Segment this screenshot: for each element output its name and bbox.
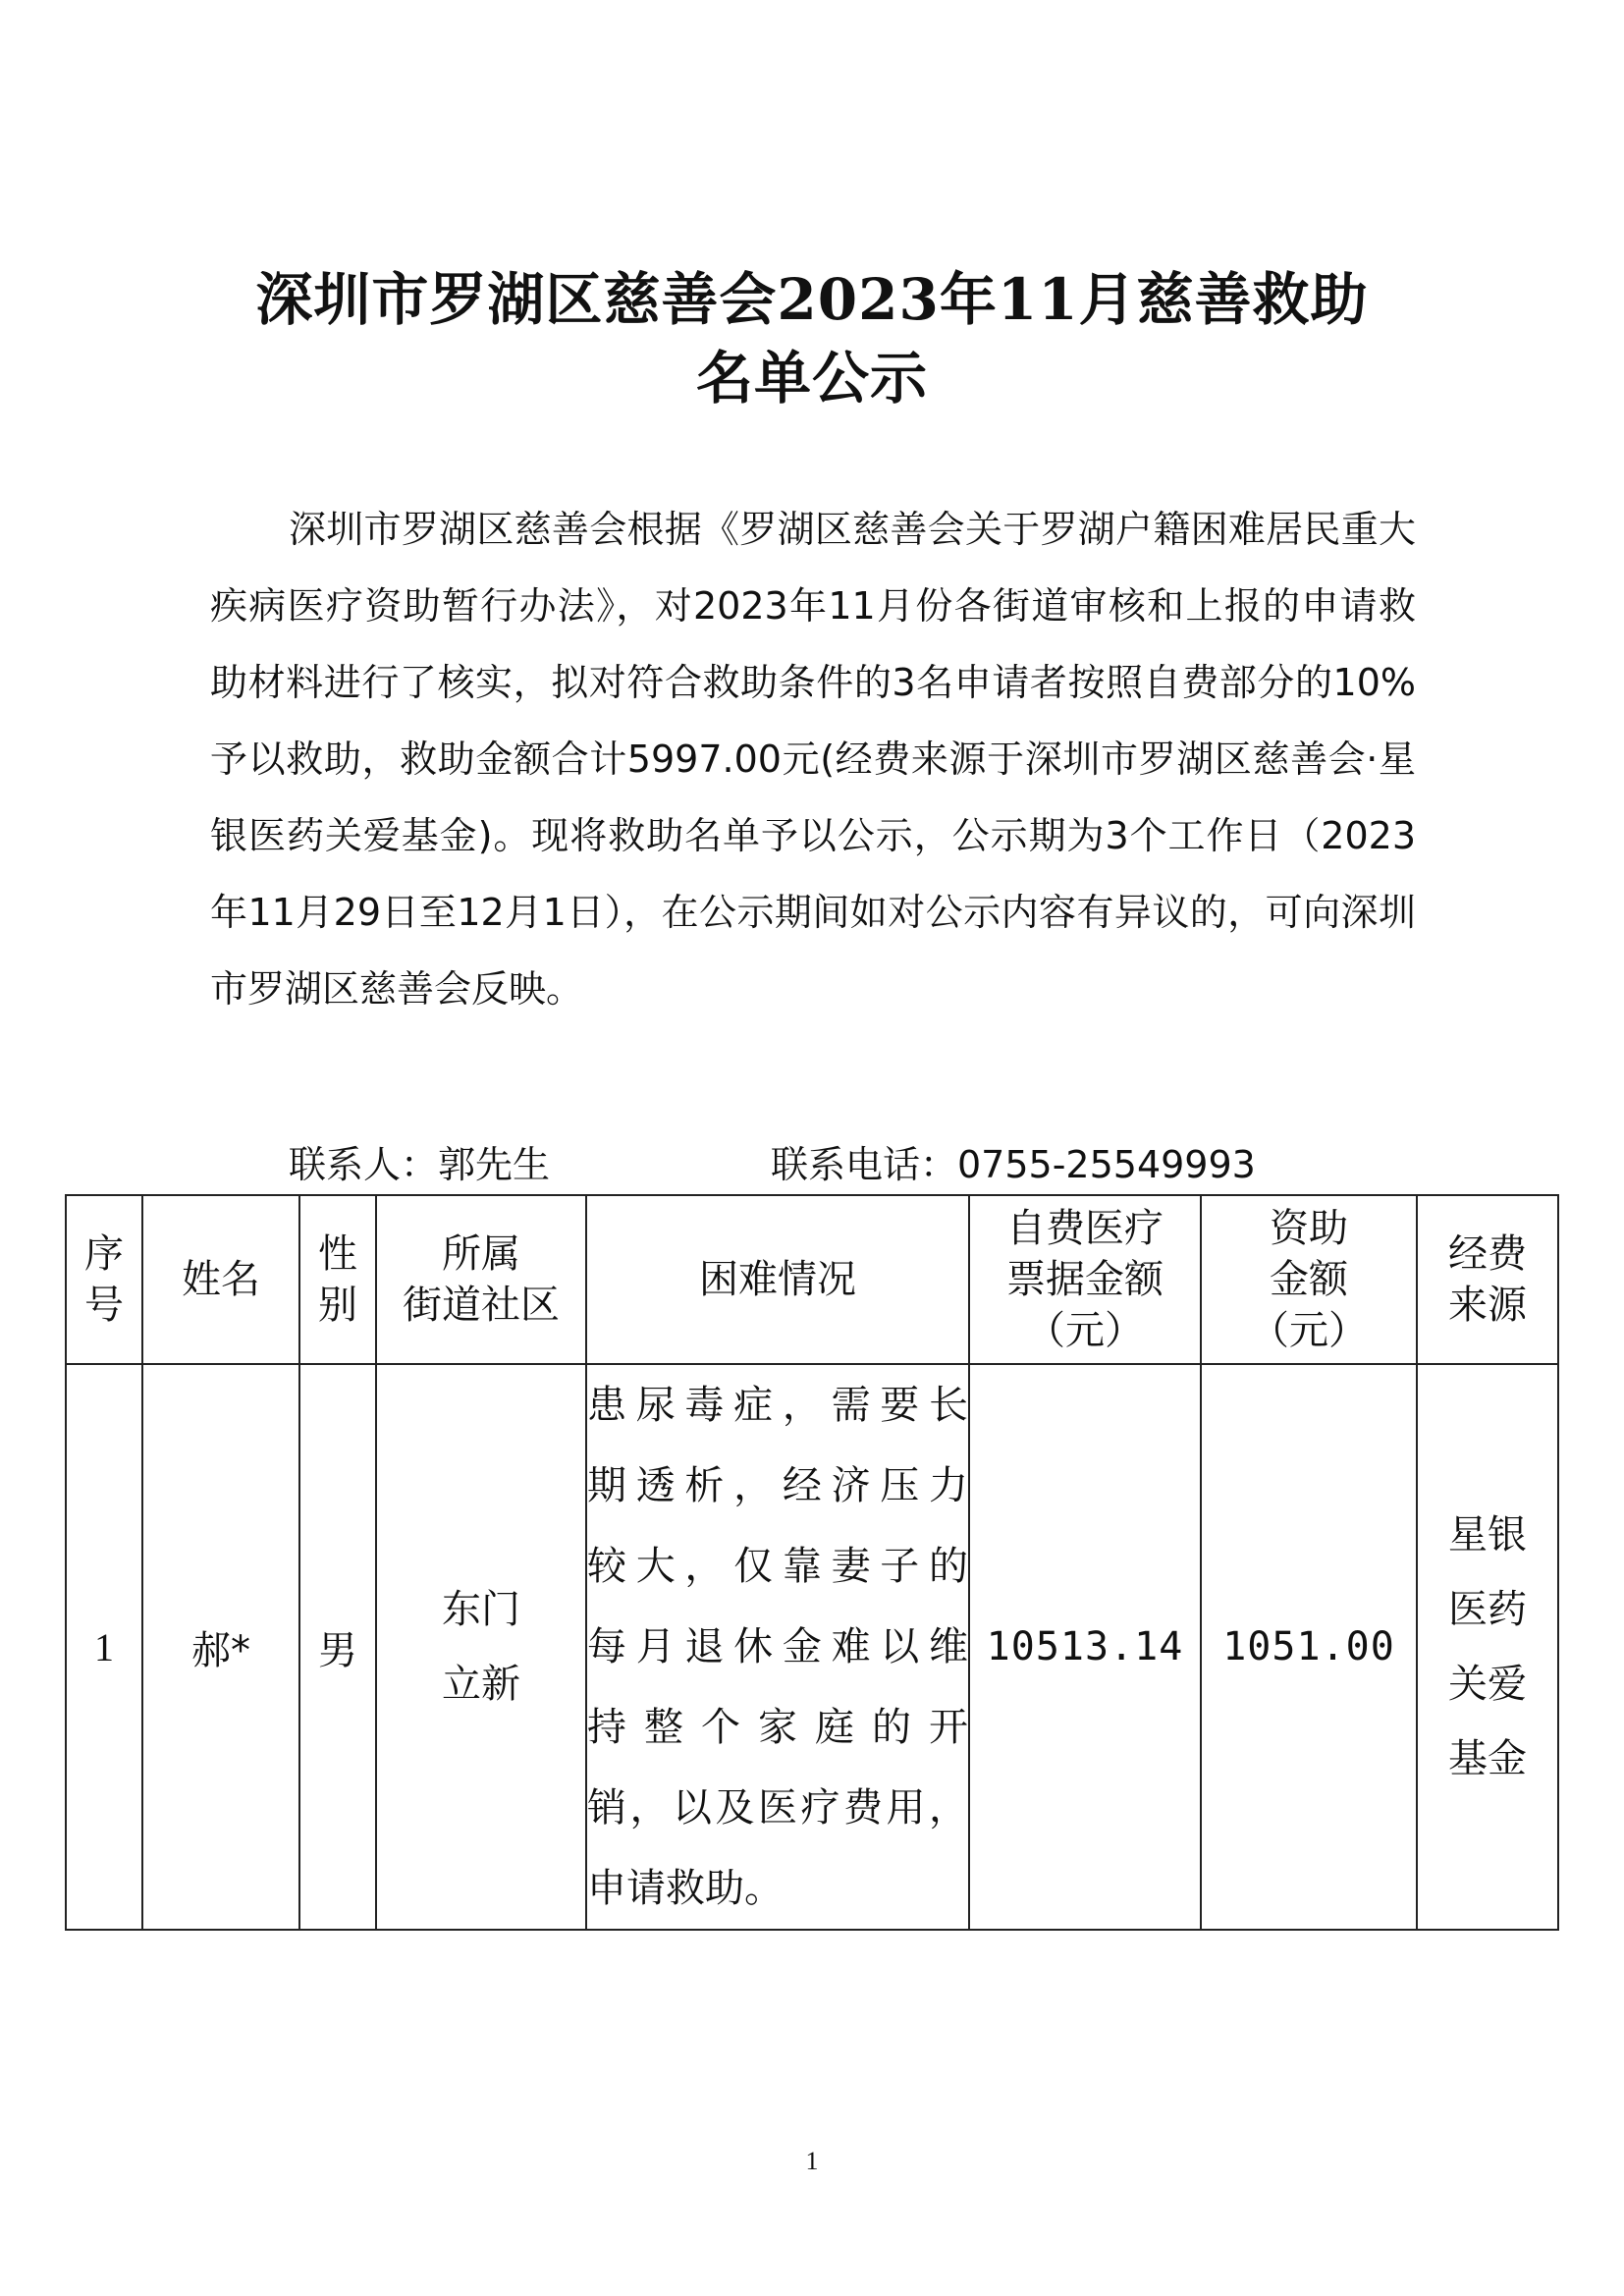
hardship-line: 持整个家庭的开 bbox=[587, 1705, 968, 1750]
header-community: 所属 街道社区 bbox=[376, 1195, 586, 1364]
header-aid-amount: 资助 金额 （元） bbox=[1201, 1195, 1417, 1364]
header-self-paid: 自费医疗 票据金额 （元） bbox=[969, 1195, 1201, 1364]
hardship-line: 患尿毒症，需要长 bbox=[587, 1383, 968, 1428]
cell-hardship bbox=[586, 1364, 969, 1930]
hardship-line: 申请救助。 bbox=[587, 1866, 784, 1911]
header-fund-source: 经费 来源 bbox=[1417, 1195, 1558, 1364]
header-gender: 性 别 bbox=[299, 1195, 376, 1364]
contact-phone: 联系电话：0755-25549993 bbox=[771, 1143, 1256, 1186]
table-header-row bbox=[66, 1195, 1558, 1364]
hardship-line: 销，以及医疗费用， bbox=[587, 1785, 968, 1831]
cell-gender: 男 bbox=[299, 1364, 376, 1930]
cell-self-paid: 10513.14 bbox=[969, 1364, 1201, 1930]
header-name: 姓名 bbox=[142, 1195, 299, 1364]
document-title-line1: 深圳市罗湖区慈善会2023年11月慈善救助 bbox=[255, 266, 1369, 333]
cell-name: 郝* bbox=[142, 1364, 299, 1930]
header-seq: 序 号 bbox=[66, 1195, 142, 1364]
announcement-body: 深圳市罗湖区慈善会根据《罗湖区慈善会关于罗湖户籍困难居民重大疾病医疗资助暂行办法》，对2023年11月份各街道审核和上报的申请救助材料进行了核实，拟对符合救助条件的3名申请者按照自费部分的10%予以救助，救助金额合计5997.00元(经费来源于深圳市罗湖区慈善会·星银医药关爱基金)。现将救助名单予以公示，公示期为3个工作日（2023年11月29日至12月1日），在公示期间如对公示内容有异议的，可向深圳市罗湖区慈善会反映。 bbox=[210, 508, 1416, 1011]
cell-aid-amount: 1051.00 bbox=[1201, 1364, 1417, 1930]
aid-recipient-table bbox=[65, 1194, 1559, 1931]
header-hardship: 困难情况 bbox=[586, 1195, 969, 1364]
hardship-line: 每月退休金难以维 bbox=[587, 1624, 968, 1669]
hardship-line: 较大，仅靠妻子的 bbox=[587, 1544, 968, 1589]
contact-person: 联系人：郭先生 bbox=[289, 1143, 551, 1186]
hardship-line: 期透析，经济压力 bbox=[587, 1463, 968, 1508]
page-number: 1 bbox=[805, 2147, 819, 2175]
document-title-line2: 名单公示 bbox=[695, 345, 928, 411]
cell-community: 东门 立新 bbox=[376, 1364, 586, 1930]
cell-fund-source: 星银 医药 关爱 基金 bbox=[1417, 1364, 1558, 1930]
cell-seq: 1 bbox=[66, 1364, 142, 1930]
table-row bbox=[66, 1364, 1558, 1930]
